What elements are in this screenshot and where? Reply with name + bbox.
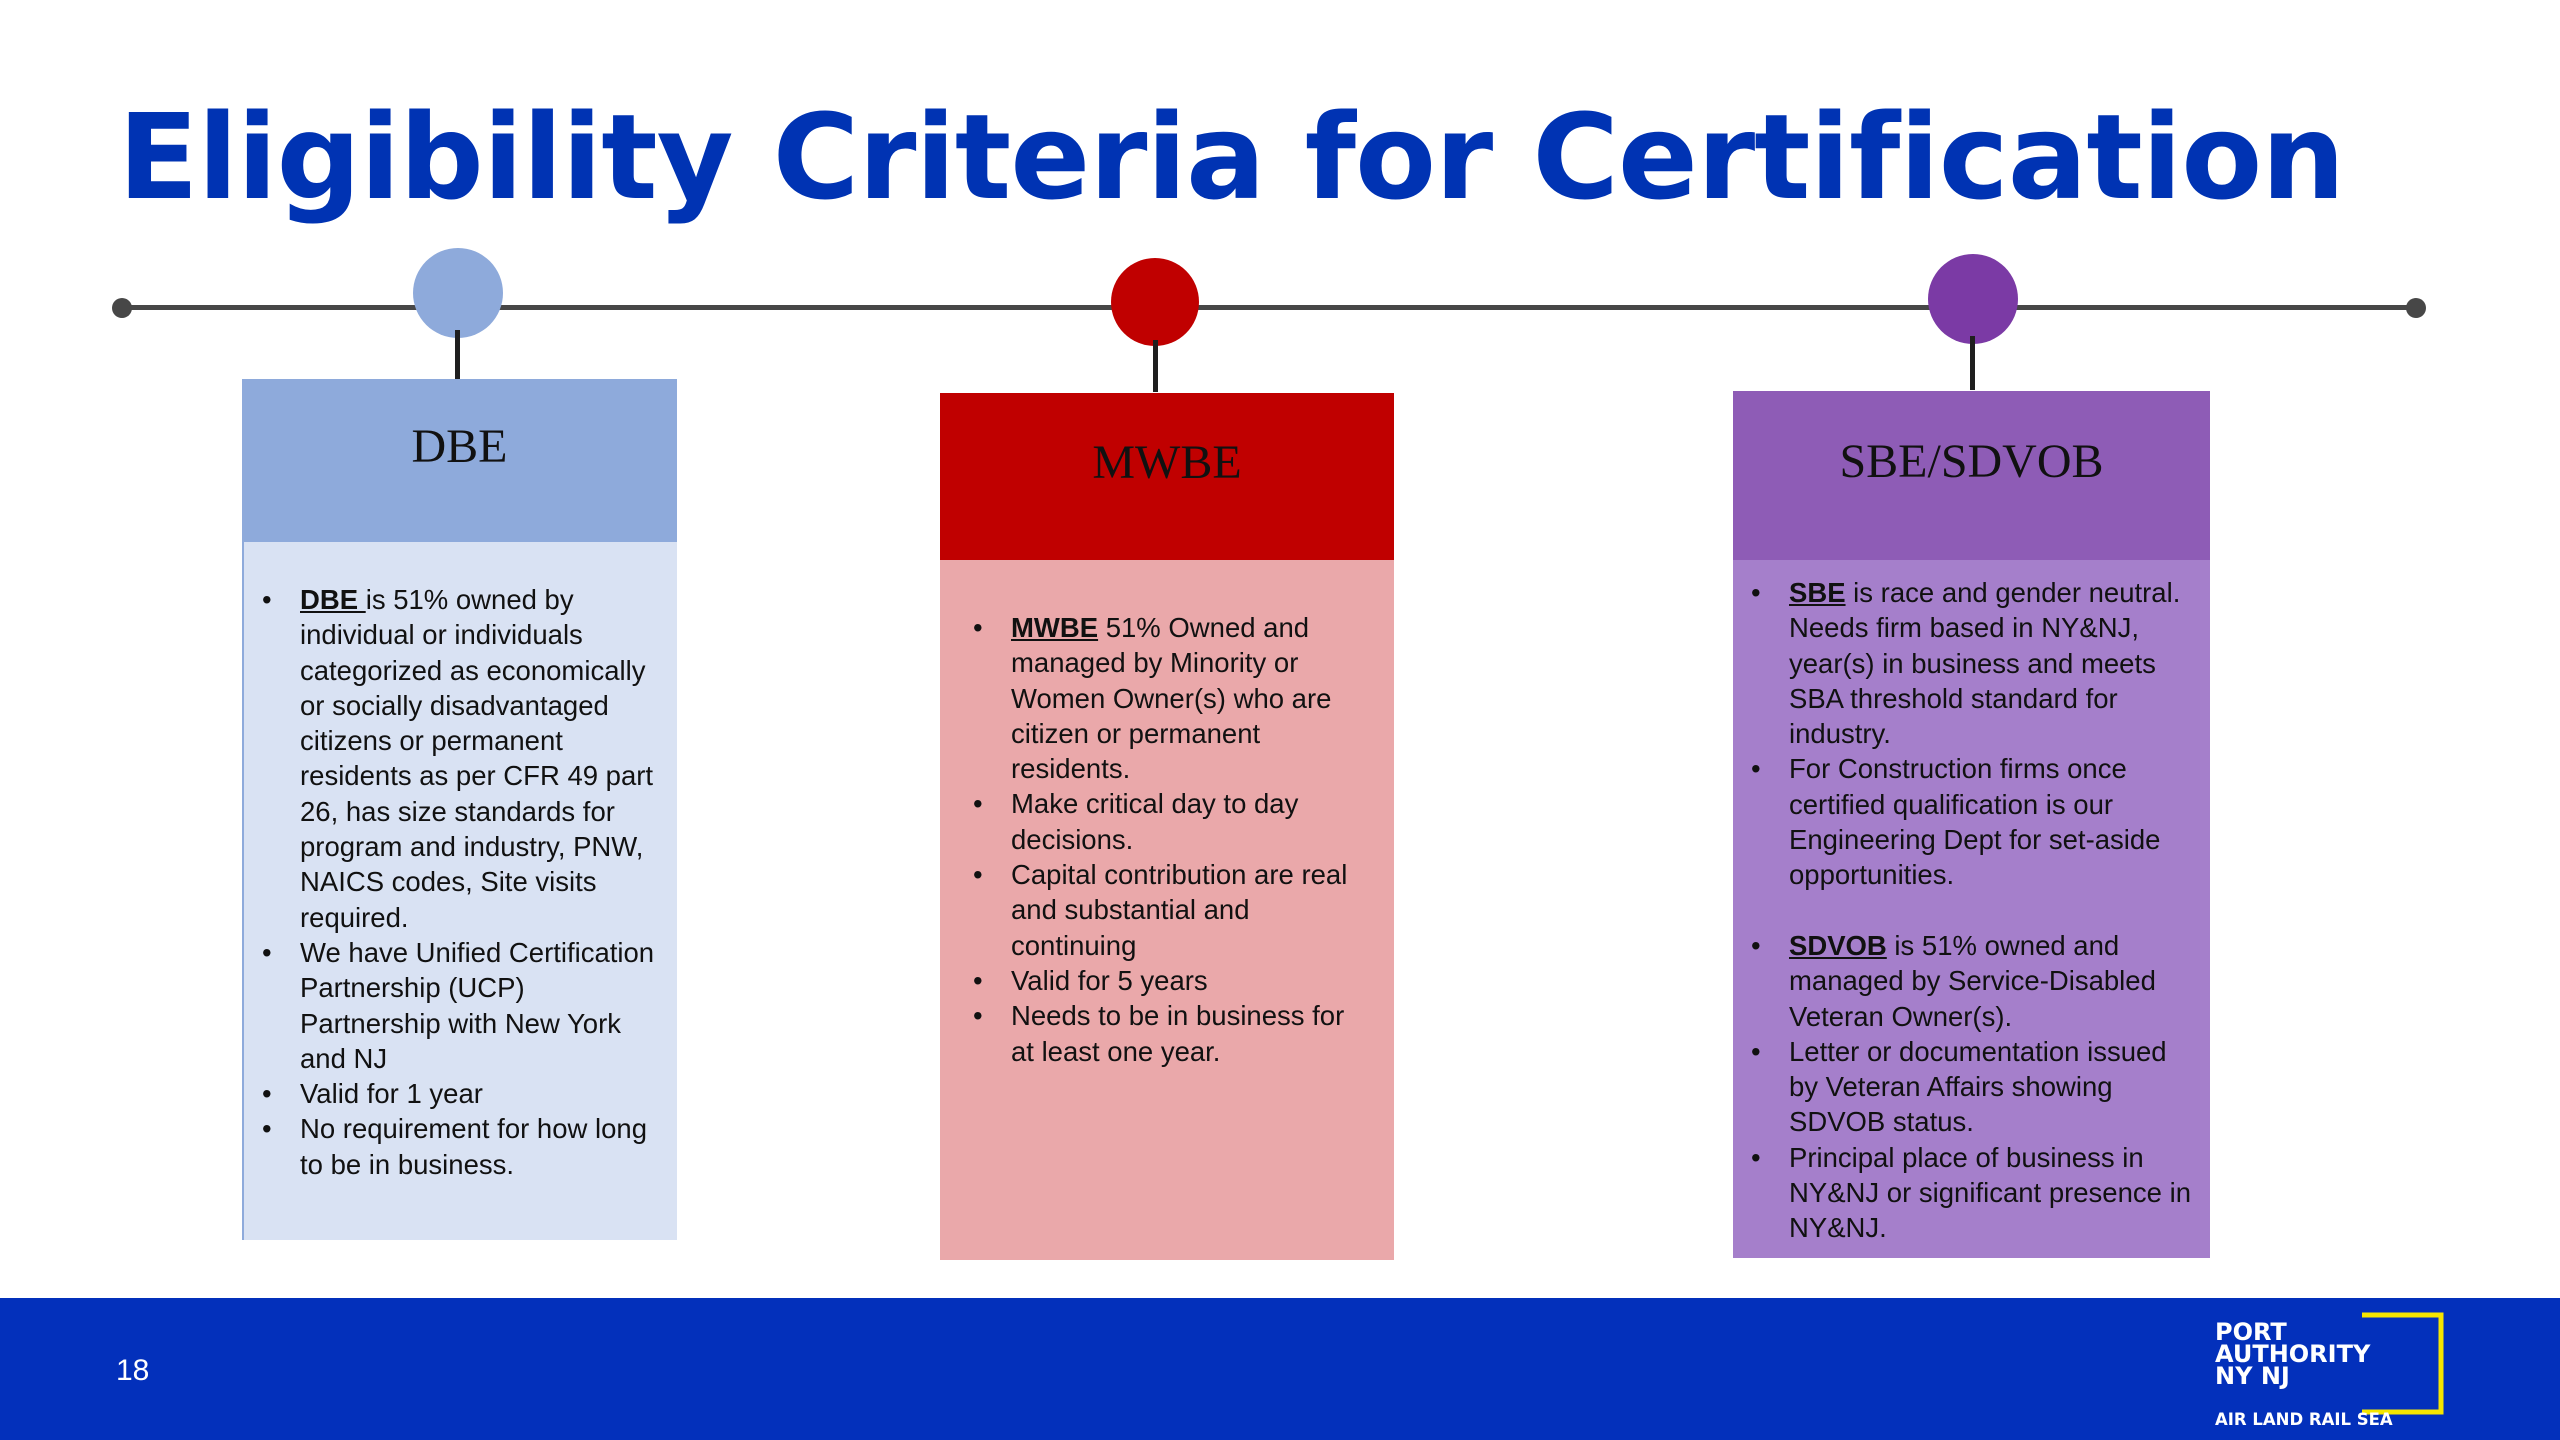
timeline-left-endpoint	[112, 298, 132, 318]
page-number: 18	[116, 1354, 150, 1387]
card-title-mwbe: MWBE	[1092, 436, 1242, 489]
list-item: • Valid for 1 year	[244, 1076, 655, 1111]
list-item: • Letter or documentation issued by Veteran Affairs showing SDVOB status.	[1733, 1034, 2194, 1140]
card-header-sbe-sdvob	[1733, 391, 2210, 560]
list-item: • No requirement for how long to be in business.	[244, 1111, 655, 1182]
footer-bar	[0, 1298, 2560, 1440]
card-title-dbe: DBE	[411, 420, 508, 473]
card-header-mwbe	[940, 393, 1394, 560]
term-label: MWBE	[1011, 612, 1099, 643]
logo-line-nynj: NY NJ	[2215, 1362, 2290, 1390]
slide-title: Eligibility Criteria for Certification	[118, 88, 2345, 226]
list-item: • Make critical day to day decisions.	[955, 786, 1354, 857]
logo-bracket	[2362, 1315, 2441, 1412]
port-authority-logo	[2212, 1312, 2444, 1430]
connector-mwbe	[1153, 340, 1158, 392]
list-spacer	[1733, 893, 2194, 928]
connector-dbe	[455, 330, 460, 380]
bullet-list-dbe	[244, 582, 655, 1182]
term-label: SDVOB	[1789, 929, 1887, 961]
list-item: • MWBE 51% Owned and managed by Minority or Women Owner(s) who are citizen or permanent residents.	[955, 610, 1354, 786]
list-item: • SDVOB is 51% owned and managed by Service-Disabled Veteran Owner(s).	[1733, 928, 2194, 1034]
list-item: • We have Unified Certification Partnership (UCP) Partnership with New York and NJ	[244, 935, 655, 1076]
list-item: • Valid for 5 years	[955, 963, 1354, 998]
term-label: SBE	[1789, 577, 1846, 608]
timeline-node-mwbe	[1111, 258, 1199, 346]
bullet-list-sbe-sdvob	[1733, 575, 2194, 1246]
logo-line-port: PORT	[2215, 1318, 2287, 1346]
term-label: DBE	[300, 584, 366, 615]
logo-tagline: AIR LAND RAIL SEA	[2215, 1410, 2393, 1429]
list-item: • Principal place of business in NY&NJ or significant presence in NY&NJ.	[1733, 1140, 2194, 1246]
timeline-right-endpoint	[2406, 298, 2426, 318]
logo-line-authority: AUTHORITY	[2215, 1340, 2371, 1368]
list-item: • For Construction firms once certified qualification is our Engineering Dept for set-aside opportunities.	[1733, 751, 2194, 892]
card-title-sbe-sdvob: SBE/SDVOB	[1839, 435, 2104, 488]
timeline-node-sbe	[1928, 254, 2018, 344]
connector-sbe	[1970, 336, 1975, 390]
card-header-dbe	[242, 379, 677, 542]
card-body-dbe	[242, 542, 677, 1240]
bullet-list-mwbe	[955, 610, 1354, 1069]
list-item: • Capital contribution are real and substantial and continuing	[955, 857, 1354, 963]
timeline-node-dbe	[413, 248, 503, 338]
list-item: • SBE is race and gender neutral. Needs firm based in NY&NJ, year(s) in business and meets SBA threshold standard for industry.	[1733, 575, 2194, 751]
card-body-mwbe	[940, 560, 1394, 1260]
list-item: • DBE is 51% owned by individual or individuals categorized as economically or socially disadvantaged citizens or permanent residents as per CFR 49 part 26, has size standards for program and industry, PNW, NAICS codes, Site visits required.	[244, 582, 655, 935]
card-body-sbe-sdvob	[1733, 560, 2210, 1258]
list-item: • Needs to be in business for at least one year.	[955, 998, 1354, 1069]
